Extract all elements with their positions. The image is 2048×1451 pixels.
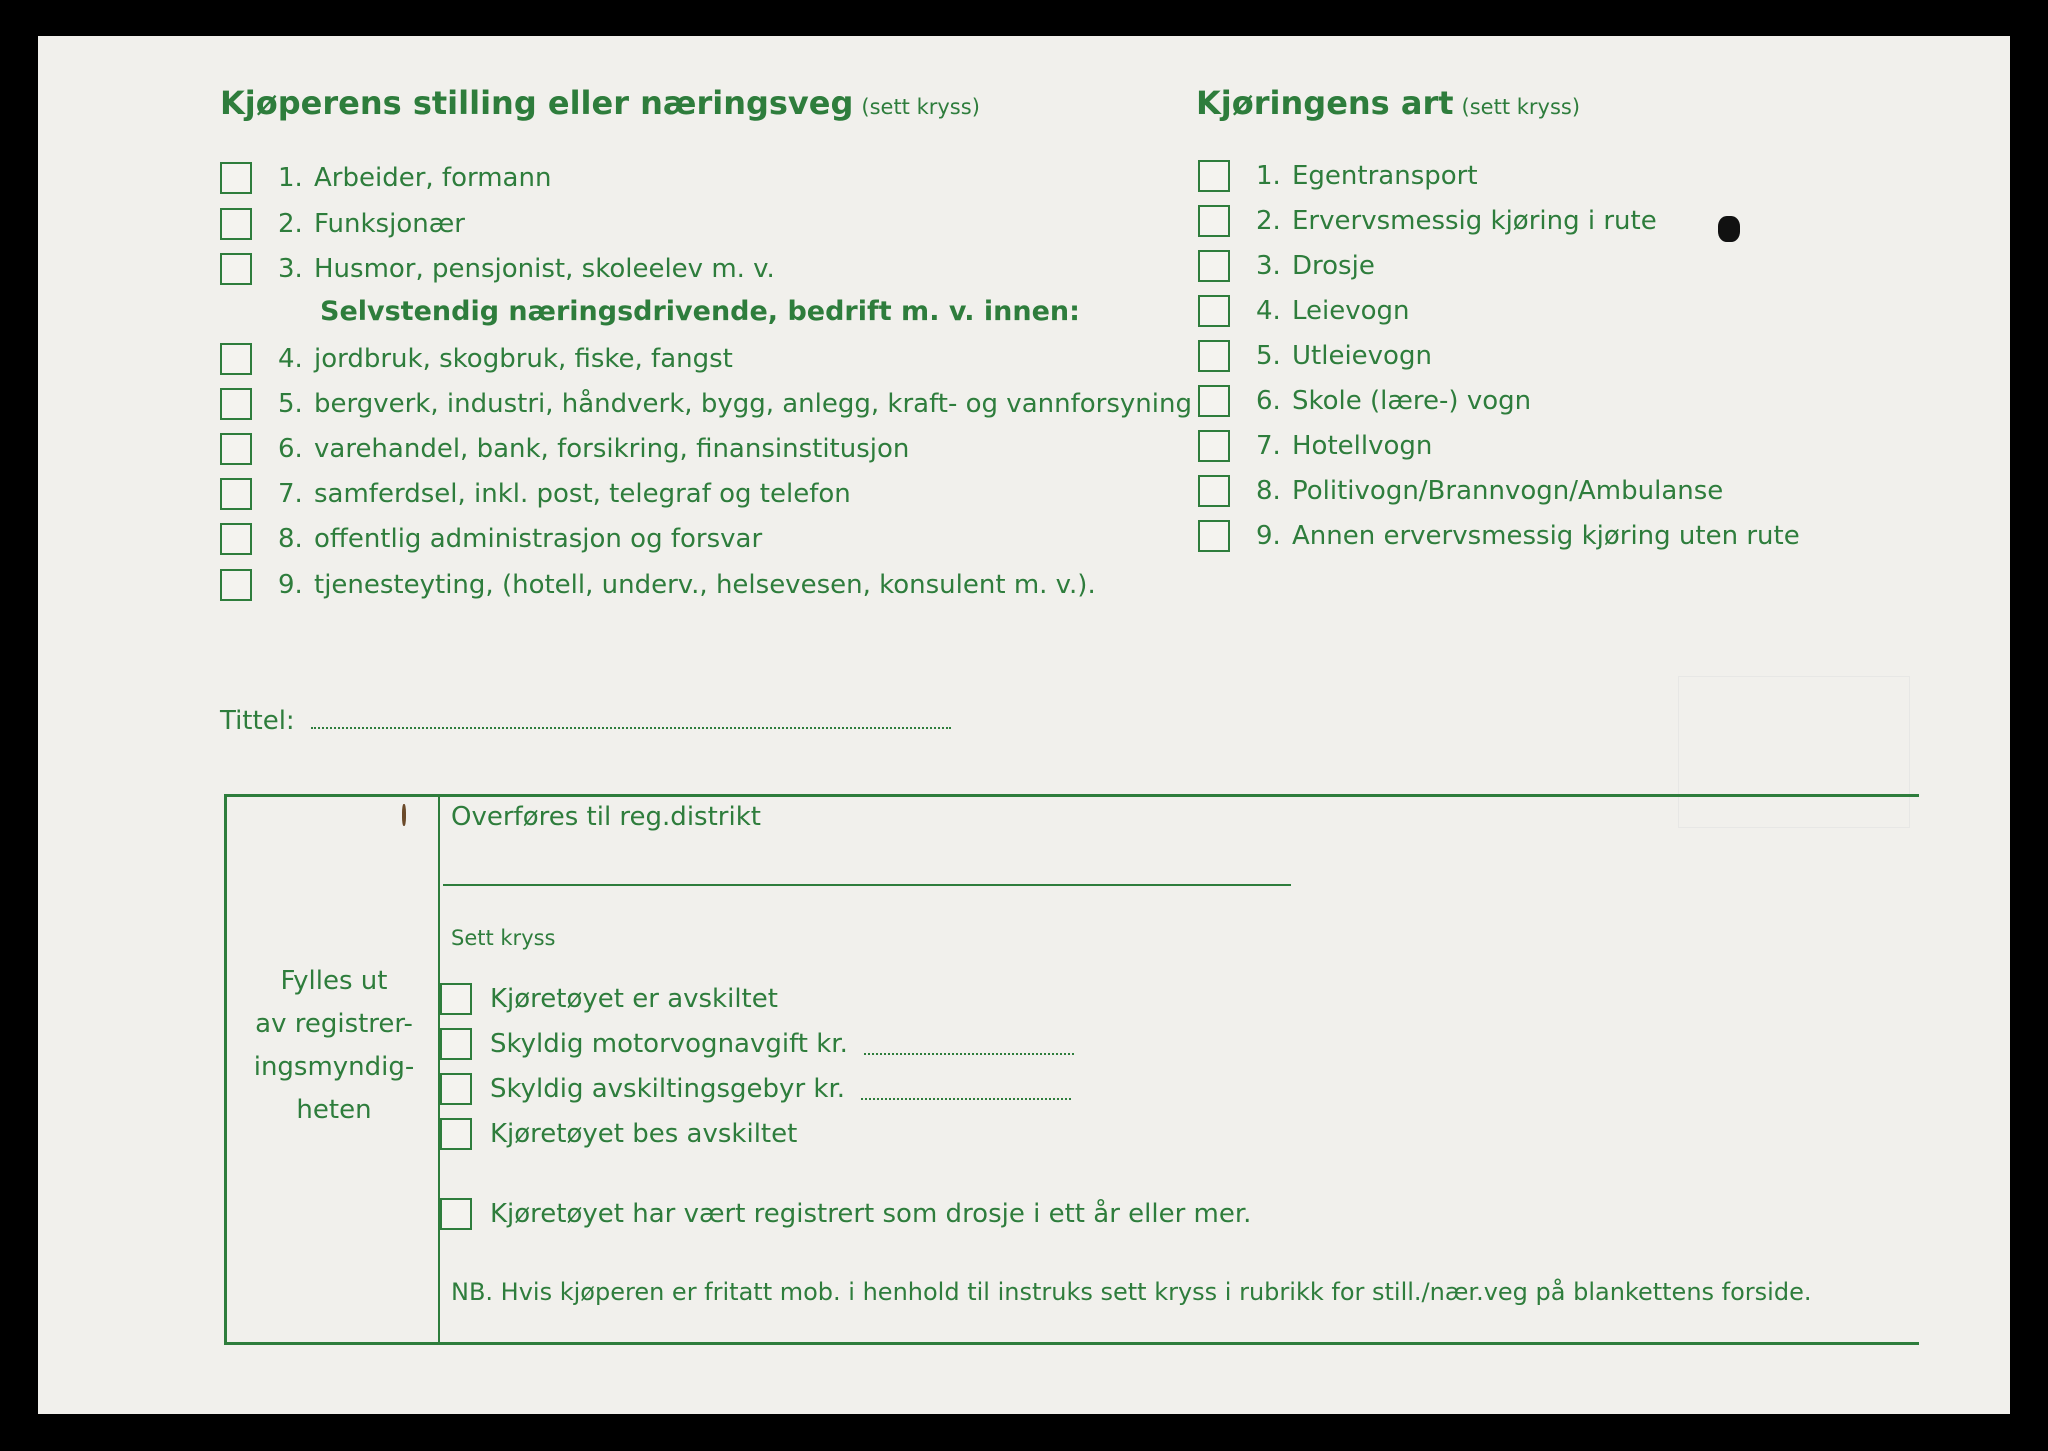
checkbox[interactable]: [440, 1073, 472, 1105]
option-label: Hotellvogn: [1292, 431, 1433, 461]
option-label: offentlig administrasjon og forsvar: [314, 524, 763, 554]
driving-type-title: [1196, 84, 1580, 122]
check-label: Skyldig avskiltingsgebyr kr.: [490, 1074, 846, 1104]
option-label: Ervervsmessig kjøring i rute: [1292, 206, 1657, 236]
checkbox[interactable]: [1198, 250, 1230, 282]
checkbox[interactable]: [1198, 385, 1230, 417]
check-label: Kjøretøyet har vært registrert som drosje i ett år eller mer.: [490, 1199, 1252, 1229]
option-label: Politivogn/Brannvogn/Ambulanse: [1292, 476, 1724, 506]
checkbox[interactable]: [1198, 205, 1230, 237]
registration-authority-label: [234, 960, 434, 1132]
checkbox[interactable]: [220, 388, 252, 420]
option-number: 2.: [1256, 206, 1281, 236]
option-label: tjenesteyting, (hotell, underv., helsevesen, konsulent m. v.).: [314, 570, 1096, 600]
option-label: Funksjonær: [314, 209, 465, 239]
occupation-option-3[interactable]: [220, 251, 775, 287]
checkbox[interactable]: [220, 208, 252, 240]
option-label: varehandel, bank, forsikring, finansinstitusjon: [314, 434, 910, 464]
checkbox[interactable]: [1198, 340, 1230, 372]
occupation-option-4[interactable]: [220, 341, 733, 377]
driving-type-option-4[interactable]: [1198, 293, 1410, 329]
side-label-line: ingsmyndig-: [253, 1052, 415, 1082]
box-bottom-border: [224, 1342, 1919, 1345]
driving-type-option-7[interactable]: [1198, 428, 1432, 464]
checkbox[interactable]: [220, 523, 252, 555]
self-employed-subheading: Selvstendig næringsdrivende, bedrift m. v. innen:: [320, 296, 1080, 327]
check-vehicle-deregistered[interactable]: [440, 981, 778, 1017]
option-number: 6.: [1256, 386, 1281, 416]
box-left-border: [224, 794, 227, 1345]
title-field-label: Tittel:: [220, 706, 295, 736]
check-motor-vehicle-fee[interactable]: [440, 1026, 1074, 1062]
side-label-line: Fylles ut: [280, 966, 388, 996]
option-number: 7.: [1256, 431, 1281, 461]
checkbox[interactable]: [440, 1118, 472, 1150]
fee-amount-line[interactable]: [861, 1078, 1071, 1100]
transfer-district-label: Overføres til reg.distrikt: [451, 802, 761, 832]
check-request-deregistration[interactable]: [440, 1116, 797, 1152]
checkbox[interactable]: [220, 433, 252, 465]
option-number: 9.: [278, 570, 303, 600]
checkbox[interactable]: [440, 983, 472, 1015]
check-label: Skyldig motorvognavgift kr.: [490, 1029, 848, 1059]
transfer-district-line[interactable]: [443, 884, 1291, 886]
option-number: 3.: [278, 254, 303, 284]
occupation-option-7[interactable]: [220, 476, 851, 512]
ink-smudge: [1718, 216, 1740, 242]
option-label: Utleievogn: [1292, 341, 1432, 371]
option-label: Arbeider, formann: [314, 163, 552, 193]
driving-type-title-note: (sett kryss): [1461, 95, 1581, 119]
driving-type-option-1[interactable]: [1198, 158, 1478, 194]
checkbox[interactable]: [220, 569, 252, 601]
sett-kryss-label: Sett kryss: [451, 926, 556, 950]
option-number: 1.: [278, 163, 303, 193]
option-number: 2.: [278, 209, 303, 239]
option-number: 5.: [1256, 341, 1281, 371]
option-number: 5.: [278, 389, 303, 419]
buyer-occupation-title-text: Kjøperens stilling eller næringsveg: [220, 84, 854, 122]
option-label: Husmor, pensjonist, skoleelev m. v.: [314, 254, 775, 284]
option-label: Annen ervervsmessig kjøring uten rute: [1292, 521, 1800, 551]
checkbox[interactable]: [440, 1198, 472, 1230]
checkbox[interactable]: [220, 343, 252, 375]
option-number: 8.: [278, 524, 303, 554]
option-label: Leievogn: [1292, 296, 1410, 326]
side-label-line: av registrer-: [255, 1009, 413, 1039]
checkbox[interactable]: [440, 1028, 472, 1060]
occupation-option-5[interactable]: [220, 386, 1192, 422]
option-number: 8.: [1256, 476, 1281, 506]
option-label: jordbruk, skogbruk, fiske, fangst: [314, 344, 733, 374]
checkbox[interactable]: [1198, 160, 1230, 192]
occupation-option-2[interactable]: [220, 206, 465, 242]
option-label: Egentransport: [1292, 161, 1478, 191]
buyer-occupation-title: [220, 84, 980, 122]
check-label: Kjøretøyet er avskiltet: [490, 984, 778, 1014]
ink-mark: [402, 804, 406, 826]
option-label: samferdsel, inkl. post, telegraf og telefon: [314, 479, 851, 509]
box-divider: [438, 796, 440, 1344]
driving-type-option-6[interactable]: [1198, 383, 1531, 419]
driving-type-option-2[interactable]: [1198, 203, 1657, 239]
occupation-option-8[interactable]: [220, 521, 762, 557]
checkbox[interactable]: [1198, 295, 1230, 327]
driving-type-option-5[interactable]: [1198, 338, 1432, 374]
driving-type-option-8[interactable]: [1198, 473, 1723, 509]
check-deregistration-fee[interactable]: [440, 1071, 1071, 1107]
option-label: bergverk, industri, håndverk, bygg, anlegg, kraft- og vannforsyning: [314, 389, 1192, 419]
checkbox[interactable]: [1198, 520, 1230, 552]
option-number: 7.: [278, 479, 303, 509]
option-number: 4.: [1256, 296, 1281, 326]
buyer-occupation-title-note: (sett kryss): [861, 95, 980, 119]
check-drosje-one-year[interactable]: [440, 1196, 1251, 1232]
side-label-line: heten: [296, 1095, 372, 1125]
check-label: Kjøretøyet bes avskiltet: [490, 1119, 798, 1149]
option-number: 9.: [1256, 521, 1281, 551]
option-number: 4.: [278, 344, 303, 374]
checkbox[interactable]: [220, 478, 252, 510]
option-label: Skole (lære-) vogn: [1292, 386, 1532, 416]
driving-type-option-3[interactable]: [1198, 248, 1375, 284]
checkbox[interactable]: [220, 162, 252, 194]
checkbox[interactable]: [220, 253, 252, 285]
fee-amount-line[interactable]: [864, 1033, 1074, 1055]
title-field-line[interactable]: [311, 707, 951, 729]
faint-stamp: [1678, 676, 1910, 828]
driving-type-title-text: Kjøringens art: [1196, 84, 1454, 122]
occupation-option-1[interactable]: [220, 160, 551, 196]
occupation-option-6[interactable]: [220, 431, 909, 467]
occupation-option-9[interactable]: [220, 567, 1096, 603]
nb-note: NB. Hvis kjøperen er fritatt mob. i henhold til instruks sett kryss i rubrikk for still./nær.veg på blankettens forside.: [451, 1278, 1812, 1306]
box-top-border: [224, 794, 1919, 797]
form-sheet: [38, 36, 2010, 1414]
checkbox[interactable]: [1198, 430, 1230, 462]
title-field[interactable]: [220, 706, 951, 736]
option-number: 3.: [1256, 251, 1281, 281]
option-number: 6.: [278, 434, 303, 464]
option-number: 1.: [1256, 161, 1281, 191]
option-label: Drosje: [1292, 251, 1375, 281]
checkbox[interactable]: [1198, 475, 1230, 507]
driving-type-option-9[interactable]: [1198, 518, 1800, 554]
